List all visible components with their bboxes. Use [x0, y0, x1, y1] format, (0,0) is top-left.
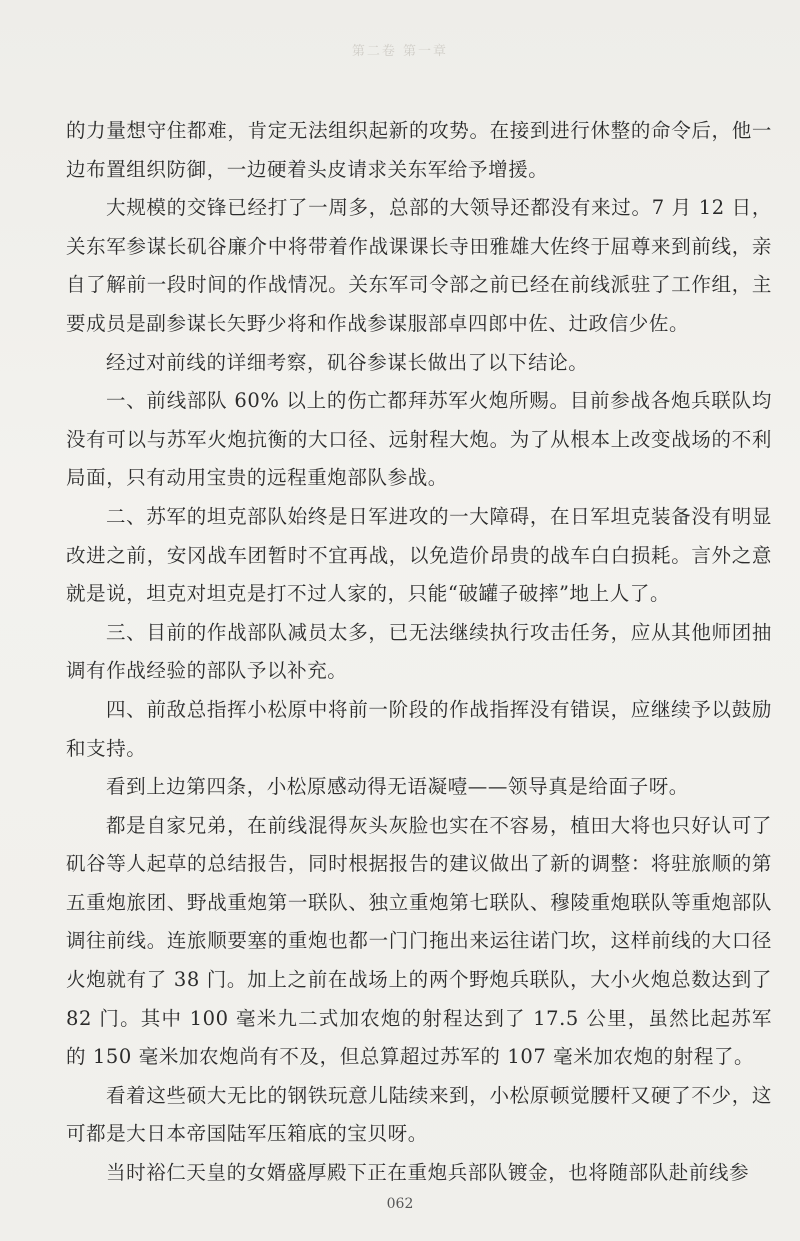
paragraph: 都是自家兄弟，在前线混得灰头灰脸也实在不容易，植田大将也只好认可了矶谷等人起草的总结报告，同时根据报告的建议做出了新的调整：将驻旅顺的第五重炮旅团、野战重炮第一联队、独立重炮第七联队、穆陵重炮联队等重炮部队调往前线。连旅顺要塞的重炮也都一门门拖出来运往诺门坎，这样前线的大口径火炮就有了 38 门。加上之前在战场上的两个野炮兵联队，大小火炮总数达到了 82 门。其中 100 毫米九二式加农炮的射程达到了 17.5 公里，虽然比起苏军的 150 毫米加农炮尚有不及，但总算超过苏军的 107 毫米加农炮的射程了。	[66, 813, 772, 1069]
body-text	[66, 112, 772, 1193]
paragraph: 二、苏军的坦克部队始终是日军进攻的一大障碍，在日军坦克装备没有明显改进之前，安冈战车团暂时不宜再战，以免造价昂贵的战车白白损耗。言外之意就是说，坦克对坦克是打不过人家的，只能“破罐子破摔”地上人了。	[66, 504, 772, 606]
paragraph: 大规模的交锋已经打了一周多，总部的大领导还都没有来过。7 月 12 日，关东军参谋长矶谷廉介中将带着作战课课长寺田雅雄大佐终于屈尊来到前线，亲自了解前一段时间的作战情况。关东军司令部之前已经在前线派驻了工作组，主要成员是副参谋长矢野少将和作战参谋服部卓四郎中佐、辻政信少佐。	[66, 196, 772, 335]
paragraph: 经过对前线的详细考察，矶谷参谋长做出了以下结论。	[106, 350, 589, 374]
paragraph: 一、前线部队 60% 以上的伤亡都拜苏军火炮所赐。目前参战各炮兵联队均没有可以与苏军火炮抗衡的大口径、远射程大炮。为了从根本上改变战场的不利局面，只有动用宝贵的远程重炮部队参战。	[66, 389, 772, 490]
running-header: 第二卷 第一章	[351, 44, 449, 59]
paragraph: 看着这些硕大无比的钢铁玩意儿陆续来到，小松原顿觉腰杆又硬了不少，这可都是大日本帝国陆军压箱底的宝贝呀。	[66, 1083, 772, 1146]
paragraph: 的力量想守住都难，肯定无法组织起新的攻势。在接到进行休整的命令后，他一边布置组织防御，一边硬着头皮请求关东军给予增援。	[66, 119, 772, 181]
paragraph: 三、目前的作战部队减员太多，已无法继续执行攻击任务，应从其他师团抽调有作战经验的部队予以补充。	[66, 620, 772, 683]
page-number: 062	[386, 1196, 414, 1212]
paragraph: 看到上边第四条，小松原感动得无语凝噎——领导真是给面子呀。	[106, 775, 689, 799]
paragraph: 当时裕仁天皇的女婿盛厚殿下正在重炮兵部队镀金，也将随部队赴前线参	[106, 1161, 750, 1185]
paragraph: 四、前敌总指挥小松原中将前一阶段的作战指挥没有错误，应继续予以鼓励和支持。	[66, 697, 772, 760]
